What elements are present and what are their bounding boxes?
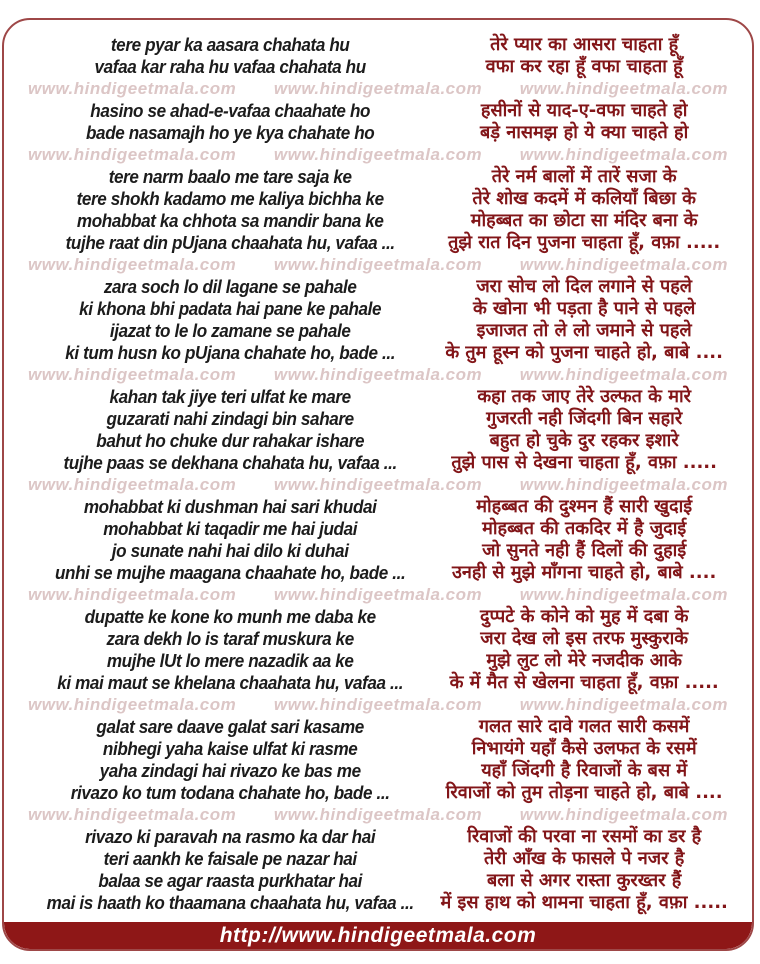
lyric-line-hindi: रिवाजों की परवा ना रसमों का डर है — [467, 826, 702, 847]
watermark-text: www.hindigeetmala.com — [519, 695, 728, 714]
watermark-text: www.hindigeetmala.com — [519, 805, 728, 824]
watermark-text: www.hindigeetmala.com — [273, 805, 483, 824]
lyric-line-hindi: जरा सोच लो दिल लगाने से पहले — [476, 276, 693, 297]
lyric-line-hindi: तेरे नर्म बालों में तारें सजा के — [491, 166, 677, 187]
lyric-line-hindi: वफा कर रहा हूँ वफा चाहता हूँ — [485, 56, 683, 77]
lyric-line-english: ijazat to le lo zamane se pahale — [109, 321, 351, 341]
lyric-line-hindi: यहाँ जिंदगी है रिवाजों के बस में — [481, 760, 688, 781]
watermark-text: www.hindigeetmala.com — [273, 585, 483, 604]
lyric-line-english: mohabbat ki taqadir me hai judai — [103, 519, 358, 539]
lyric-line-english: tere pyar ka aasara chahata hu — [110, 35, 350, 55]
lyric-line-english: balaa se agar raasta purkhatar hai — [98, 871, 363, 891]
watermark-row — [4, 804, 752, 826]
lyric-line-english: nibhegi yaha kaise ulfat ki rasme — [102, 739, 358, 759]
watermark-text: www.hindigeetmala.com — [519, 255, 728, 274]
watermark-row — [4, 144, 752, 166]
watermark-text: www.hindigeetmala.com — [28, 145, 237, 164]
watermark-text: www.hindigeetmala.com — [28, 255, 237, 274]
stanza-english-column — [4, 34, 430, 78]
stanza-hindi-column — [430, 166, 752, 254]
lyric-line-hindi: जरा देख लो इस तरफ मुस्कुराके — [480, 628, 689, 649]
stanza-english-column — [4, 606, 430, 694]
lyric-line-english: teri aankh ke faisale pe nazar hai — [103, 849, 357, 869]
lyric-line-english: yaha zindagi hai rivazo ke bas me — [99, 761, 361, 781]
stanza-english-column — [4, 276, 430, 364]
lyric-line-hindi: रिवाजों को तुम तोड़ना चाहते हो, बाबे .... — [445, 782, 723, 803]
lyric-line-english: ki mai maut se khelana chaahata hu, vafaa ... — [57, 673, 404, 693]
lyric-line-english: zara soch lo dil lagane se pahale — [103, 277, 357, 297]
lyric-line-english: tujhe paas se dekhana chahata hu, vafaa ... — [63, 453, 397, 473]
watermark-row — [4, 584, 752, 606]
stanza-hindi-column — [430, 276, 752, 364]
lyric-line-english: mohabbat ka chhota sa mandir bana ke — [76, 211, 384, 231]
lyric-line-english: ki tum husn ko pUjana chahate ho, bade ... — [65, 343, 396, 363]
stanza-hindi-column — [430, 34, 752, 78]
lyrics-frame — [2, 18, 754, 951]
lyric-line-english: guzarati nahi zindagi bin sahare — [106, 409, 354, 429]
lyric-line-hindi: के खोना भी पड़ता है पाने से पहले — [472, 298, 696, 319]
watermark-row — [4, 364, 752, 386]
lyric-line-english: rivazo ki paravah na rasmo ka dar hai — [85, 827, 376, 847]
lyric-line-english: vafaa kar raha hu vafaa chahata hu — [94, 57, 366, 77]
watermark-text: www.hindigeetmala.com — [519, 475, 728, 494]
watermark-text: www.hindigeetmala.com — [273, 695, 483, 714]
lyric-line-english: galat sare daave galat sari kasame — [96, 717, 364, 737]
lyric-line-hindi: के तुम हूस्न को पुजना चाहते हो, बाबे .... — [445, 342, 723, 363]
lyrics-content — [4, 20, 752, 914]
watermark-text: www.hindigeetmala.com — [28, 475, 237, 494]
watermark-text: www.hindigeetmala.com — [28, 585, 237, 604]
watermark-text: www.hindigeetmala.com — [273, 145, 483, 164]
lyric-line-hindi: तेरे शोख कदमें में कलियाँ बिछा के — [472, 188, 696, 209]
lyric-line-hindi: मोहब्बत की दुश्मन हैं सारी खुदाई — [476, 496, 693, 517]
watermark-text: www.hindigeetmala.com — [273, 79, 483, 98]
stanza-row — [4, 166, 752, 254]
stanza-row — [4, 34, 752, 78]
lyric-line-hindi: तेरी आँख के फासले पे नजर है — [484, 848, 685, 869]
stanza-hindi-column — [430, 496, 752, 584]
stanza-english-column — [4, 716, 430, 804]
watermark-row — [4, 254, 752, 276]
watermark-row — [4, 474, 752, 496]
lyric-line-hindi: मुझे लुट लो मेरे नजदीक आके — [486, 650, 682, 671]
lyric-line-hindi: निभायंगे यहाँ कैसे उलफत के रसमें — [471, 738, 697, 759]
stanza-hindi-column — [430, 606, 752, 694]
lyric-line-english: mujhe lUt lo mere nazadik aa ke — [106, 651, 354, 671]
watermark-text: www.hindigeetmala.com — [519, 365, 728, 384]
watermark-text: www.hindigeetmala.com — [28, 695, 237, 714]
stanza-row — [4, 276, 752, 364]
lyric-line-hindi: दुप्पटे के कोने को मुह में दबा के — [479, 606, 689, 627]
watermark-text: www.hindigeetmala.com — [519, 145, 728, 164]
stanza-row — [4, 606, 752, 694]
stanza-english-column — [4, 496, 430, 584]
lyric-line-english: jo sunate nahi hai dilo ki duhai — [111, 541, 349, 561]
lyric-line-english: tere shokh kadamo me kaliya bichha ke — [76, 189, 384, 209]
lyric-line-english: hasino se ahad-e-vafaa chaahate ho — [90, 101, 371, 121]
lyric-line-hindi: बड़े नासमझ हो ये क्या चाहते हो — [480, 122, 689, 143]
lyric-line-hindi: मोहब्बत की तकदिर में है जुदाई — [482, 518, 687, 539]
stanza-hindi-column — [430, 100, 752, 144]
lyric-line-hindi: कहा तक जाए तेरे उल्फत के मारे — [477, 386, 691, 407]
lyric-line-hindi: गुजरती नही जिंदगी बिन सहारे — [486, 408, 683, 429]
watermark-text: www.hindigeetmala.com — [519, 79, 728, 98]
lyric-line-english: kahan tak jiye teri ulfat ke mare — [109, 387, 351, 407]
stanza-row — [4, 386, 752, 474]
lyric-line-hindi: तेरे प्यार का आसरा चाहता हूँ — [490, 34, 679, 55]
stanza-row — [4, 496, 752, 584]
watermark-text: www.hindigeetmala.com — [28, 79, 237, 98]
stanza-english-column — [4, 826, 430, 914]
lyric-line-hindi: तुझे पास से देखना चाहता हूँ, वफ़ा ..... — [451, 452, 717, 473]
lyric-line-hindi: जो सुनते नही हैं दिलों की दुहाई — [482, 540, 687, 561]
stanza-english-column — [4, 386, 430, 474]
lyric-line-hindi: में इस हाथ को थामना चाहता हूँ, वफ़ा ..... — [440, 892, 728, 913]
watermark-text: www.hindigeetmala.com — [519, 585, 728, 604]
watermark-row — [4, 694, 752, 716]
lyric-line-hindi: बहुत हो चुके दुर रहकर इशारे — [489, 430, 679, 451]
lyric-line-hindi: बला से अगर रास्ता कुरख्तर हैं — [487, 870, 682, 891]
stanza-row — [4, 100, 752, 144]
lyric-line-english: mohabbat ki dushman hai sari khudai — [83, 497, 377, 517]
lyric-line-hindi: मोहब्बत का छोटा सा मंदिर बना के — [470, 210, 698, 231]
lyric-line-english: ki khona bhi padata hai pane ke pahale — [79, 299, 382, 319]
watermark-text: www.hindigeetmala.com — [273, 475, 483, 494]
lyric-line-english: tere narm baalo me tare saja ke — [108, 167, 352, 187]
lyric-line-english: bahut ho chuke dur rahakar ishare — [96, 431, 365, 451]
lyric-line-hindi: तुझे रात दिन पुजना चाहता हूँ, वफ़ा ..... — [448, 232, 721, 253]
lyric-line-hindi: गलत सारे दावे गलत सारी कसमें — [478, 716, 690, 737]
lyric-line-english: dupatte ke kone ko munh me daba ke — [84, 607, 376, 627]
stanza-row — [4, 716, 752, 804]
lyric-line-hindi: हसीनों से याद-ए-वफा चाहते हो — [480, 100, 688, 121]
lyric-line-english: tujhe raat din pUjana chaahata hu, vafaa ... — [65, 233, 395, 253]
lyric-line-hindi: उनही से मुझे माँगना चाहते हो, बाबे .... — [452, 562, 717, 583]
site-url-link[interactable]: http://www.hindigeetmala.com — [219, 923, 537, 947]
lyric-line-hindi: इजाजत तो ले लो जमाने से पहले — [476, 320, 692, 341]
lyric-line-english: rivazo ko tum todana chahate ho, bade ... — [70, 783, 390, 803]
stanza-row — [4, 826, 752, 914]
stanza-hindi-column — [430, 386, 752, 474]
watermark-text: www.hindigeetmala.com — [273, 255, 483, 274]
site-url-bar — [4, 922, 752, 949]
stanza-hindi-column — [430, 826, 752, 914]
watermark-text: www.hindigeetmala.com — [28, 805, 237, 824]
lyric-line-hindi: के में मैत से खेलना चाहता हूँ, वफ़ा ..... — [449, 672, 719, 693]
stanza-english-column — [4, 100, 430, 144]
lyric-line-english: bade nasamajh ho ye kya chahate ho — [85, 123, 375, 143]
watermark-text: www.hindigeetmala.com — [273, 365, 483, 384]
lyric-line-english: mai is haath ko thaamana chaahata hu, vafaa ... — [46, 893, 414, 913]
lyric-line-english: unhi se mujhe maagana chaahate ho, bade ... — [54, 563, 406, 583]
watermark-text: www.hindigeetmala.com — [28, 365, 237, 384]
watermark-row — [4, 78, 752, 100]
stanza-hindi-column — [430, 716, 752, 804]
lyric-line-english: zara dekh lo is taraf muskura ke — [106, 629, 354, 649]
stanza-english-column — [4, 166, 430, 254]
